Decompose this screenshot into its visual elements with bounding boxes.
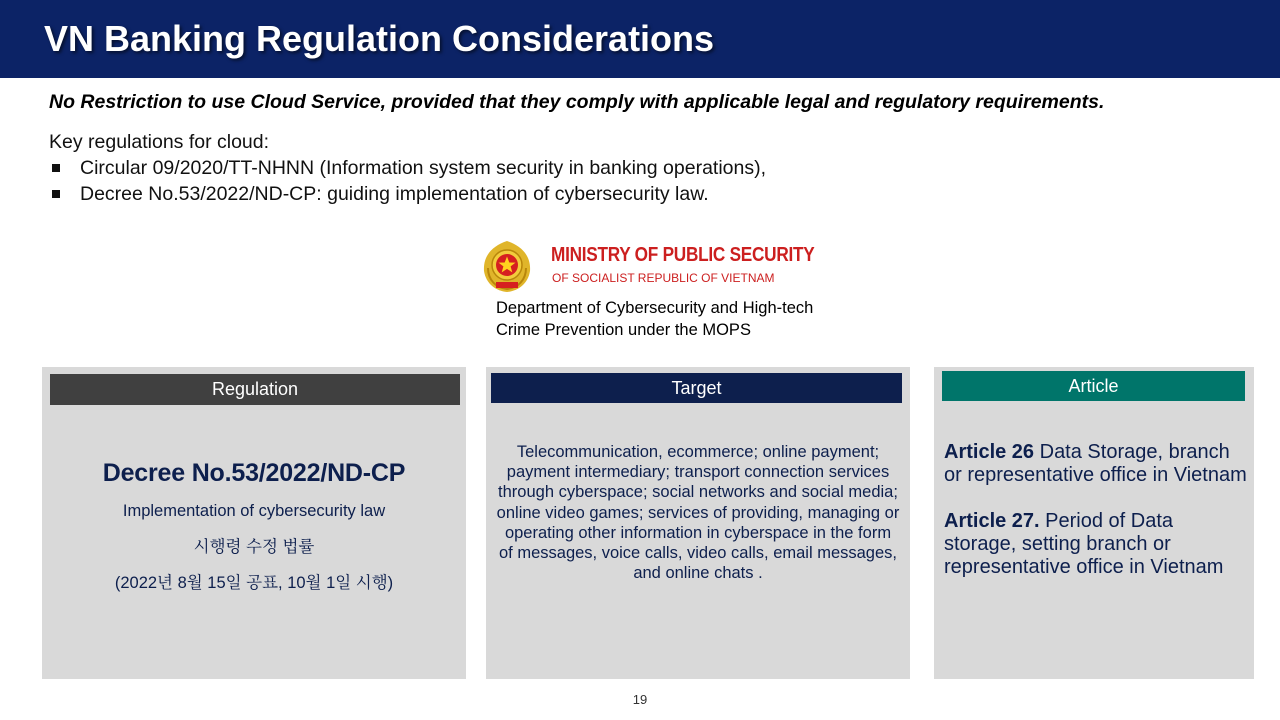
square-bullet-icon xyxy=(52,164,60,172)
regulation-title: Decree No.53/2022/ND-CP xyxy=(102,459,406,487)
target-panel xyxy=(486,367,910,679)
article-text: Period of Data storage, setting branch or representative office in Vietnam xyxy=(944,510,1224,578)
ministry-logo xyxy=(478,238,838,298)
target-body: Telecommunication, ecommerce; online payment; payment intermediary; transport connection services through cyberspace; social networks and social media; online video games; services of providing, managing or operating other information in cyberspace in the form of messages, voice calls, video calls, email messages, and online chats . xyxy=(496,443,900,583)
article-header: Article xyxy=(942,371,1245,401)
list-item-text: Decree No.53/2022/ND-CP: guiding implementation of cybersecurity law. xyxy=(80,183,709,205)
key-regulations-heading: Key regulations for cloud: xyxy=(49,131,270,153)
article-text: Data Storage, branch or representative office in Vietnam xyxy=(944,441,1247,486)
regulation-korean-title: 시행령 수정 법률 xyxy=(193,538,315,556)
article-item xyxy=(944,441,1248,487)
slide-title: VN Banking Regulation Considerations xyxy=(44,18,715,59)
article-number: Article 27. xyxy=(944,510,1040,532)
regulation-panel xyxy=(42,367,466,679)
list-item xyxy=(49,181,766,207)
target-header: Target xyxy=(491,373,902,403)
regulation-header: Regulation xyxy=(50,374,460,405)
regulation-dates: (2022년 8월 15일 공표, 10월 1일 시행) xyxy=(114,574,394,592)
subtitle: No Restriction to use Cloud Service, provided that they comply with applicable legal and regulatory requirements. xyxy=(49,91,1105,113)
article-body xyxy=(944,441,1248,579)
list-item-text: Circular 09/2020/TT-NHNN (Information system security in banking operations), xyxy=(80,157,767,179)
department-caption: Department of Cybersecurity and High-tech Crime Prevention under the MOPS xyxy=(496,299,814,339)
article-panel xyxy=(934,367,1254,679)
ministry-subname: OF SOCIALIST REPUBLIC OF VIETNAM xyxy=(552,271,775,285)
article-item xyxy=(944,510,1248,579)
vietnam-police-emblem-icon xyxy=(478,238,536,294)
list-item xyxy=(49,155,766,181)
regulation-description: Implementation of cybersecurity law xyxy=(122,502,386,520)
square-bullet-icon xyxy=(52,190,60,198)
title-bar xyxy=(0,0,1280,78)
regulation-body xyxy=(42,459,466,593)
page-number: 19 xyxy=(632,692,648,707)
ministry-name: MINISTRY OF PUBLIC SECURITY xyxy=(551,244,815,266)
article-number: Article 26 xyxy=(944,441,1035,463)
key-regulations xyxy=(49,129,766,207)
